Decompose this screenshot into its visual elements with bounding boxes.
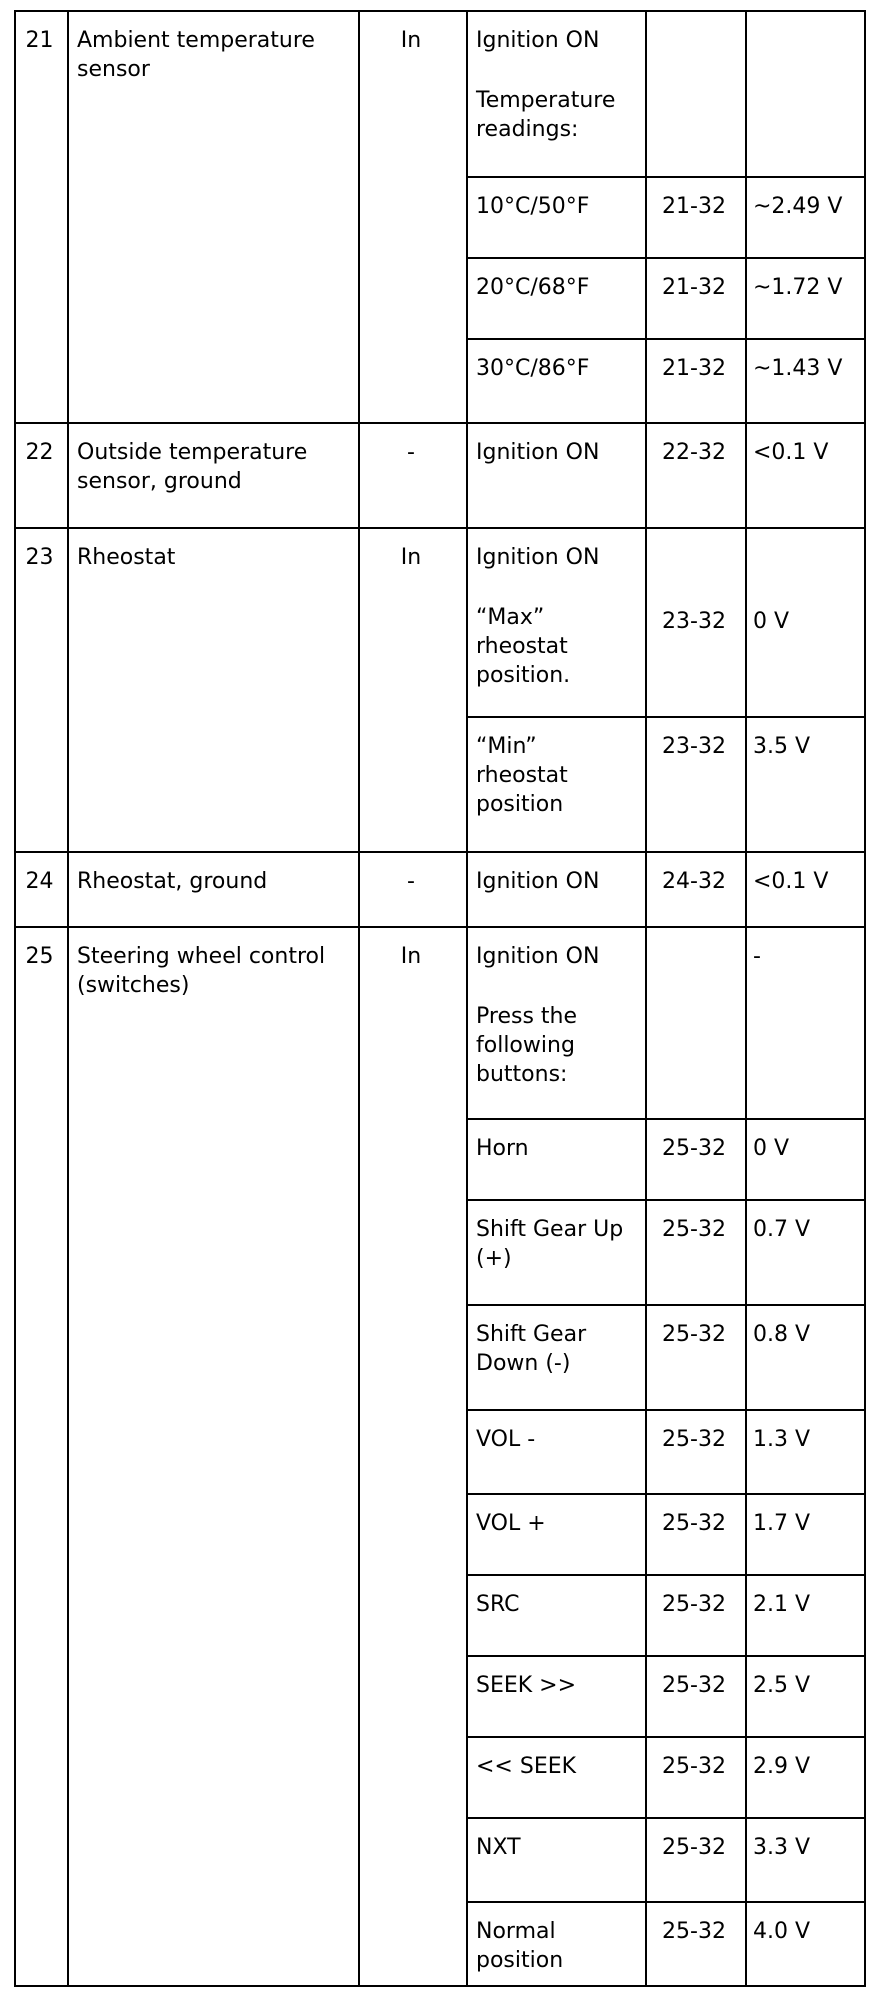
- row-rule-23: [14, 527, 866, 529]
- test-terminals: 21-32: [662, 275, 726, 300]
- signal-function: Steering wheel control (switches): [77, 944, 326, 998]
- test-condition: [476, 354, 641, 383]
- test-condition: [476, 942, 641, 1089]
- test-terminals: 22-32: [662, 440, 726, 465]
- table-bottom-rule: [14, 1985, 866, 1987]
- test-condition: [476, 192, 641, 221]
- condition-text: NXT: [476, 1835, 521, 1860]
- sub-row-rule: [466, 1655, 866, 1657]
- sub-row-rule: [466, 1817, 866, 1819]
- column-rule-0: [14, 10, 16, 1985]
- expected-value: 4.0 V: [753, 1919, 811, 1944]
- test-condition: [476, 1320, 641, 1378]
- test-condition: [476, 273, 641, 302]
- condition-text: Shift Gear Down (-): [476, 1322, 587, 1376]
- expected-value: 0.8 V: [753, 1322, 811, 1347]
- signal-function: Ambient temperature sensor: [77, 28, 315, 82]
- sub-row-rule: [466, 1493, 866, 1495]
- sub-row-rule: [466, 1118, 866, 1120]
- test-condition: [476, 1671, 641, 1700]
- pin-number: 24: [25, 869, 54, 894]
- condition-text: “Max” rheostat position.: [476, 605, 571, 688]
- test-terminals: 23-32: [662, 609, 726, 634]
- test-condition: [476, 867, 641, 896]
- expected-value: ~1.43 V: [753, 356, 843, 381]
- test-condition: [476, 1752, 641, 1781]
- test-terminals: 21-32: [662, 194, 726, 219]
- condition-text: Ignition ON: [476, 28, 600, 53]
- test-terminals: 21-32: [662, 356, 726, 381]
- expected-value: 3.3 V: [753, 1835, 811, 1860]
- sub-row-rule: [466, 1304, 866, 1306]
- row-rule-25: [14, 926, 866, 928]
- expected-value: 2.1 V: [753, 1592, 811, 1617]
- condition-text: Ignition ON: [476, 869, 600, 894]
- condition-text: SEEK >>: [476, 1673, 577, 1698]
- expected-value: 0 V: [753, 1136, 790, 1161]
- test-terminals: 25-32: [662, 1673, 726, 1698]
- test-terminals: 25-32: [662, 1217, 726, 1242]
- test-condition: [476, 1425, 641, 1454]
- expected-value: <0.1 V: [753, 869, 829, 894]
- condition-text: 30°C/86°F: [476, 356, 590, 381]
- condition-text: Press the following buttons:: [476, 1004, 577, 1087]
- column-rule-6: [864, 10, 866, 1985]
- pin-number: 22: [25, 440, 54, 465]
- column-rule-3: [466, 10, 468, 1985]
- condition-text: 10°C/50°F: [476, 194, 590, 219]
- expected-value: <0.1 V: [753, 440, 829, 465]
- test-condition: [476, 1590, 641, 1619]
- pin-number: 23: [25, 545, 54, 570]
- signal-direction: In: [400, 28, 422, 53]
- expected-value: 0.7 V: [753, 1217, 811, 1242]
- expected-value: -: [753, 944, 761, 969]
- row-rule-24: [14, 851, 866, 853]
- test-terminals: 25-32: [662, 1511, 726, 1536]
- condition-text: SRC: [476, 1592, 520, 1617]
- condition-text: Ignition ON: [476, 944, 600, 969]
- pin-number: 25: [25, 944, 54, 969]
- expected-value: 0 V: [753, 609, 790, 634]
- expected-value: 2.5 V: [753, 1673, 811, 1698]
- signal-direction: -: [407, 440, 415, 465]
- signal-direction: In: [400, 944, 422, 969]
- condition-text: 20°C/68°F: [476, 275, 590, 300]
- expected-value: 3.5 V: [753, 734, 811, 759]
- condition-text: VOL -: [476, 1427, 536, 1452]
- expected-value: 2.9 V: [753, 1754, 811, 1779]
- expected-value: ~1.72 V: [753, 275, 843, 300]
- condition-text: << SEEK: [476, 1754, 577, 1779]
- condition-text: Ignition ON: [476, 440, 600, 465]
- test-terminals: 25-32: [662, 1919, 726, 1944]
- sub-row-rule: [466, 1199, 866, 1201]
- test-condition: [476, 1833, 641, 1862]
- test-condition: [476, 732, 641, 819]
- test-terminals: 25-32: [662, 1322, 726, 1347]
- sub-row-rule: [466, 257, 866, 259]
- test-terminals: 23-32: [662, 734, 726, 759]
- pin-number: 21: [25, 28, 54, 53]
- signal-function: Rheostat, ground: [77, 869, 268, 894]
- test-condition: [476, 543, 641, 690]
- condition-text: VOL +: [476, 1511, 546, 1536]
- condition-text: “Min” rheostat position: [476, 734, 568, 817]
- condition-text: Horn: [476, 1136, 529, 1161]
- sub-row-rule: [466, 716, 866, 718]
- test-terminals: 25-32: [662, 1754, 726, 1779]
- signal-function: Rheostat: [77, 545, 176, 570]
- sub-row-rule: [466, 1736, 866, 1738]
- test-terminals: 25-32: [662, 1427, 726, 1452]
- expected-value: ~2.49 V: [753, 194, 843, 219]
- signal-function: Outside temperature sensor, ground: [77, 440, 308, 494]
- column-rule-5: [745, 10, 747, 1985]
- condition-text: Temperature readings:: [476, 88, 616, 142]
- signal-direction: -: [407, 869, 415, 894]
- test-condition: [476, 1134, 641, 1163]
- test-condition: [476, 1215, 641, 1273]
- sub-row-rule: [466, 1574, 866, 1576]
- sub-row-rule: [466, 1409, 866, 1411]
- column-rule-2: [358, 10, 360, 1985]
- test-condition: [476, 1917, 641, 1975]
- column-rule-1: [67, 10, 69, 1985]
- condition-text: Shift Gear Up (+): [476, 1217, 624, 1271]
- expected-value: 1.7 V: [753, 1511, 811, 1536]
- row-rule-22: [14, 422, 866, 424]
- test-terminals: 24-32: [662, 869, 726, 894]
- table-top-rule: [14, 10, 866, 12]
- test-terminals: 25-32: [662, 1136, 726, 1161]
- test-terminals: 25-32: [662, 1835, 726, 1860]
- test-terminals: 25-32: [662, 1592, 726, 1617]
- sub-row-rule: [466, 176, 866, 178]
- test-condition: [476, 438, 641, 467]
- condition-text: Ignition ON: [476, 545, 600, 570]
- test-condition: [476, 26, 641, 144]
- signal-direction: In: [400, 545, 422, 570]
- sub-row-rule: [466, 1901, 866, 1903]
- condition-text: Normal position: [476, 1919, 564, 1973]
- sub-row-rule: [466, 338, 866, 340]
- test-condition: [476, 1509, 641, 1538]
- expected-value: 1.3 V: [753, 1427, 811, 1452]
